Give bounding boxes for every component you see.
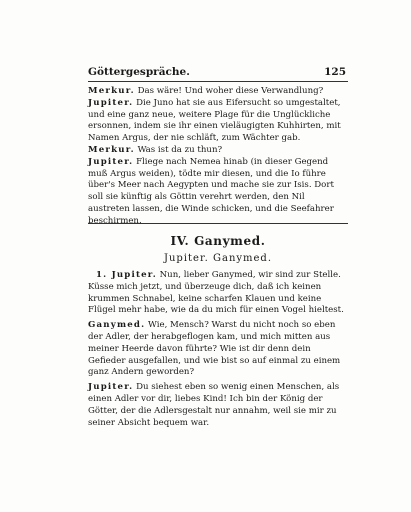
running-head-title: Göttergespräche. — [88, 66, 190, 78]
dialogue-paragraph — [88, 98, 348, 145]
speech-text: Fliege nach Nemea hinab (in dieser Gegend muß Argus weiden), tödte mir diesen, und die Io führe über's Meer nach Aegypten und mache sie zur Isis. Dort soll sie künftig als Göttin verehrt werden, den Nil austreten lassen, die Winde schicken, und die Seefahrer beschirmen. — [88, 156, 334, 226]
section-divider — [88, 223, 348, 224]
dialogue-paragraph — [88, 382, 348, 429]
speech-text: Die Juno hat sie aus Eifersucht so umgestaltet, und eine ganz neue, weitere Plage für die Unglückliche ersonnen, indem sie ihr einen vieläugigten Kuhhirten, mit Namen Argus, der nie schläft, zum Wächter gab. — [88, 97, 341, 144]
speech-text: Nun, lieber Ganymed, wir sind zur Stelle. Küsse mich jetzt, und überzeuge dich, daß ich keinen krummen Schnabel, keine scharfen Klauen und keine Flügel mehr habe, wie da du mich für einen Vogel hieltest. — [88, 270, 344, 316]
speech-text: Was ist da zu thun? — [137, 144, 223, 155]
speaker-name: Jupiter. — [88, 97, 134, 108]
dialogue-section-2 — [88, 270, 348, 429]
page-number: 125 — [324, 66, 346, 78]
speech-text: Wie, Mensch? Warst du nicht noch so eben der Adler, der herabgeflogen kam, und mich mitten aus meiner Heerde davon führte? Wie ist dir denn dein Gefieder ausgefallen, und wie bist so auf einmal zu einem ganz Andern geworden? — [88, 320, 341, 378]
dialogue-paragraph — [88, 86, 348, 98]
dialogue-paragraph — [88, 157, 348, 228]
speaker-name: Merkur. — [88, 86, 135, 96]
dialogue-paragraph — [88, 270, 348, 317]
speaker-name: Ganymed. — [88, 320, 146, 331]
speech-text: Das wäre! Und woher diese Verwandlung? — [137, 86, 324, 96]
header-rule — [88, 81, 348, 82]
speaker-name: Merkur. — [88, 144, 135, 155]
dialogue-section-1 — [88, 86, 348, 228]
dialogue-paragraph — [88, 320, 348, 379]
speech-text: Du siehest eben so wenig einen Menschen, als einen Adler vor dir, liebes Kind! Ich bin der König der Götter, der die Adlersgestalt nur annahm, weil sie mir zu seiner Absicht bequem war. — [88, 382, 340, 428]
chapter-speakers: Jupiter. Ganymed. — [163, 253, 273, 264]
speaker-name: 1. Jupiter. — [96, 270, 157, 280]
chapter-title: IV. Ganymed. — [170, 234, 266, 248]
dialogue-paragraph — [88, 145, 348, 157]
speaker-name: Jupiter. — [88, 156, 134, 167]
speaker-name: Jupiter. — [88, 382, 134, 393]
